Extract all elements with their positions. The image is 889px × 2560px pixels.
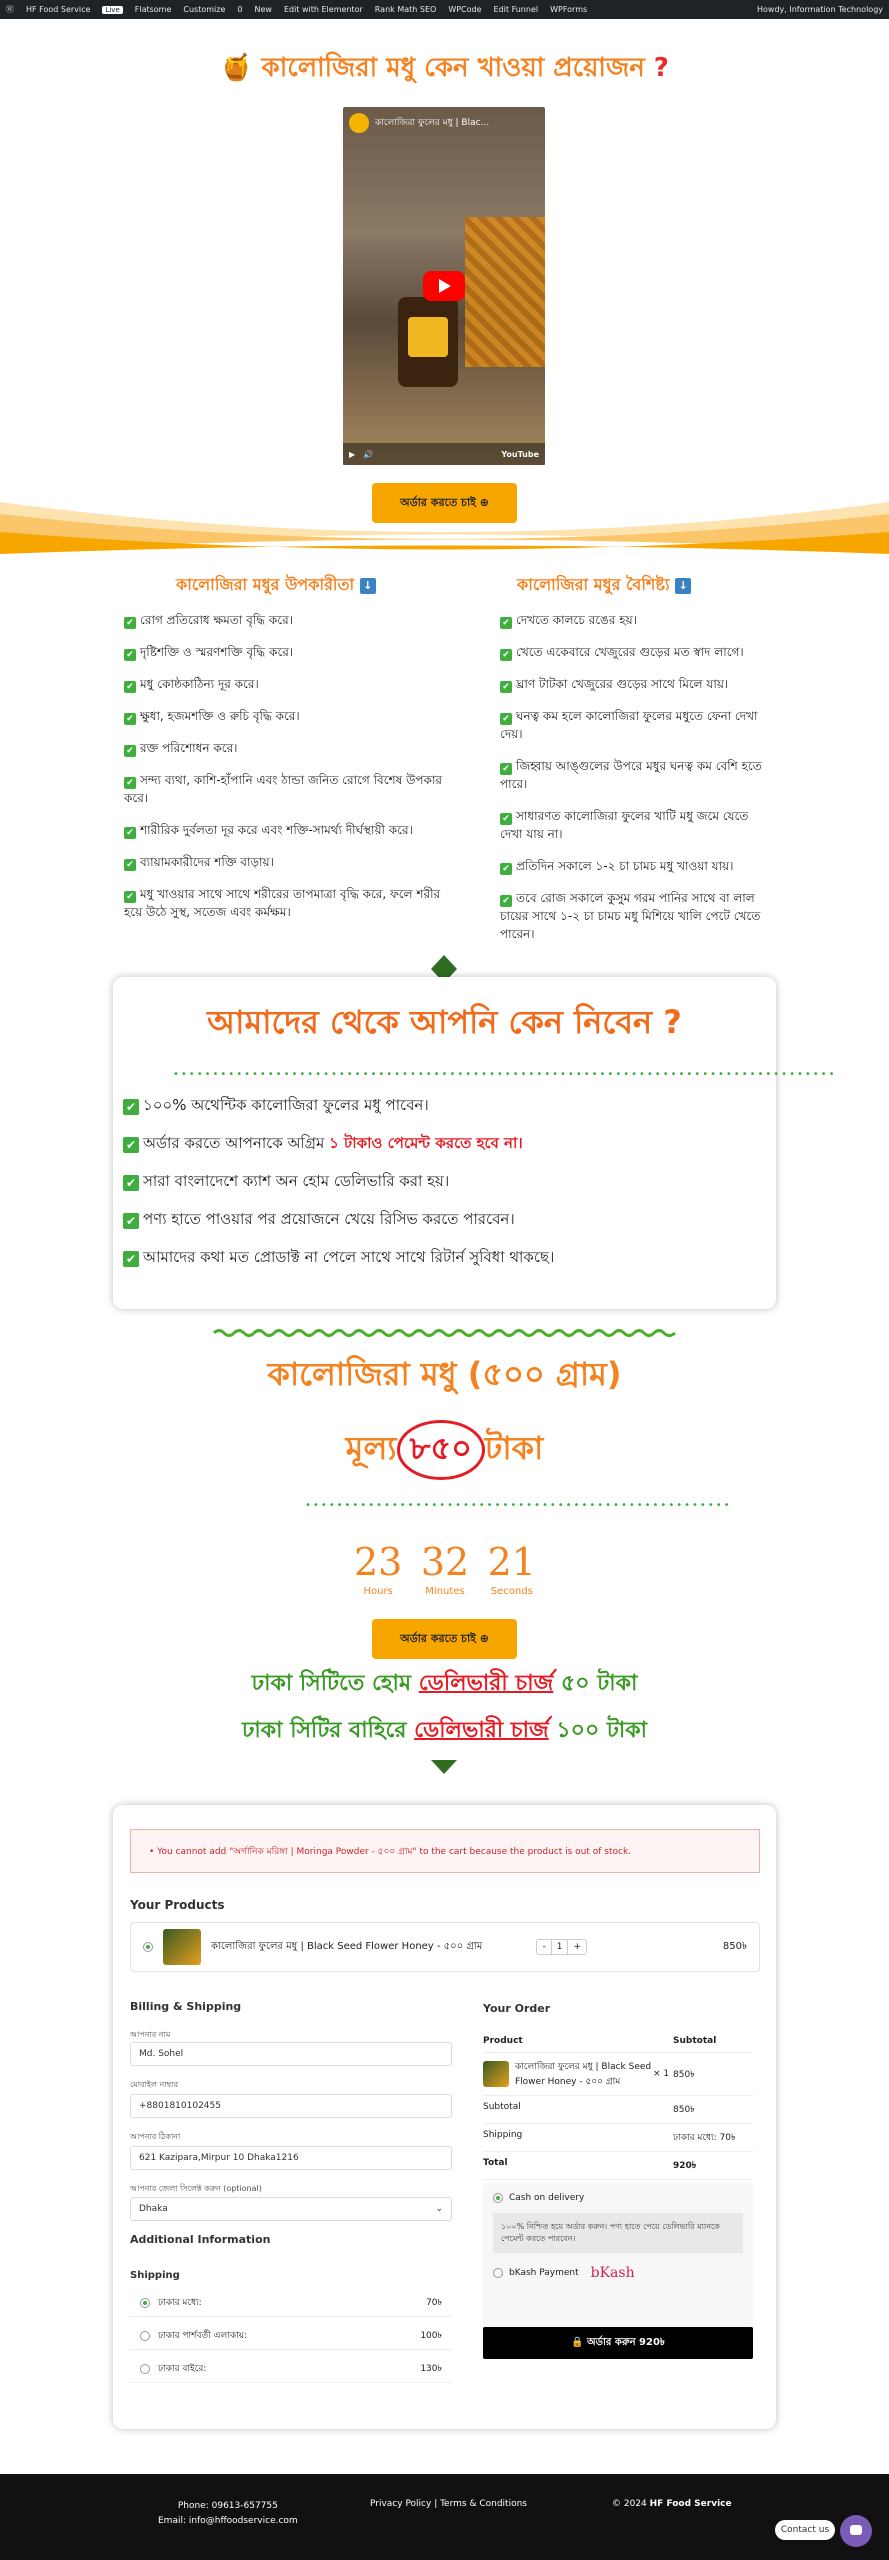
col-product: Product <box>483 2036 523 2046</box>
shipping-label-inside: ঢাকার মধ্যে: <box>158 2298 202 2308</box>
delivery-outside-underline: ডেলিভারী চার্জ <box>414 1718 549 1743</box>
place-order-label: অর্ডার করুন 920৳ <box>587 2337 665 2348</box>
check-icon: ✔ <box>124 649 136 661</box>
down-arrow-icon: ↓ <box>675 578 691 594</box>
why-us-item-text: আমাদের কথা মত প্রোডাক্ট না পেলে সাথে সাথে রিটার্ন সুবিধা থাকছে। <box>143 1248 555 1266</box>
mobile-label: মোবাইল নাম্বার <box>130 2080 178 2089</box>
bkash-option[interactable] <box>483 2253 753 2293</box>
bkash-radio[interactable] <box>493 2268 503 2278</box>
admin-item-elementor[interactable]: Edit with Elementor <box>283 5 363 14</box>
honey-jar-image <box>398 297 458 387</box>
features-item <box>500 807 770 843</box>
features-item-text: দেখতে কালচে রঙের হয়। <box>516 613 637 627</box>
product-thumbnail <box>163 1929 201 1965</box>
total-value: 920৳ <box>673 2161 697 2171</box>
product-radio[interactable] <box>143 1942 153 1952</box>
admin-item-flatsome[interactable]: Flatsome <box>134 5 172 14</box>
district-select[interactable] <box>130 2197 452 2221</box>
shipping-option-inside[interactable] <box>130 2289 452 2317</box>
bkash-label: bKash Payment <box>509 2268 579 2278</box>
youtube-logo[interactable]: YouTube <box>501 449 539 459</box>
features-item <box>500 889 770 943</box>
shipping-radio-nearby[interactable] <box>140 2331 150 2341</box>
shipping-price-outside: 130৳ <box>420 2364 442 2374</box>
chat-icon[interactable] <box>840 2515 872 2547</box>
notice-text: You cannot add "অর্গানিক মরিঙ্গা | Moringa Powder - ৫০০ গ্রাম" to the cart because the product is out of stock. <box>157 1847 632 1857</box>
admin-bar <box>0 0 889 19</box>
benefits-heading-text: কালোজিরা মধুর উপকারীতা <box>176 575 355 594</box>
why-us-box <box>113 977 837 1309</box>
payment-methods <box>483 2183 753 2333</box>
benefits-item-text: শারীরিক দুর্বলতা দূর করে এবং শক্তি-সামর্থ্য দীর্ঘস্থায়ী করে। <box>140 823 413 837</box>
check-icon: ✔ <box>500 649 512 661</box>
benefits-item <box>124 675 444 693</box>
check-icon: ✔ <box>123 1099 139 1115</box>
order-table <box>483 2030 753 2180</box>
admin-howdy[interactable]: Howdy, Information Technology <box>756 5 883 14</box>
play-small-icon[interactable]: ▶ <box>349 449 356 459</box>
benefits-item <box>124 739 444 757</box>
quantity-stepper[interactable] <box>536 1939 587 1955</box>
why-us-item <box>123 1132 776 1154</box>
down-triangle-icon <box>431 1760 457 1774</box>
mobile-field[interactable]: +8801810102455 <box>130 2094 452 2118</box>
cod-label: Cash on delivery <box>509 2193 585 2203</box>
channel-logo-icon <box>349 113 369 133</box>
features-item-text: ঘ্রাণ টাটকা খেজুরের গুড়ের সাথে মিলে যায়। <box>516 677 729 691</box>
order-button-top[interactable]: অর্ডার করতে চাই ⊕ <box>372 483 517 523</box>
order-item-price: 850৳ <box>673 2069 695 2080</box>
benefits-item <box>124 611 444 629</box>
dotted-divider-2: •••••••••••••••••••••••••••••••••••••••••••••••••••••• <box>305 1500 732 1511</box>
features-item-text: তবে রোজ সকালে কুসুম গরম পানির সাথে বা লাল চায়ের সাথে ১-২ চা চামচ মধু মিশিয়ে খালি পেটে খেতে পারেন। <box>500 891 761 941</box>
benefits-item-text: ক্ষুধা, হজমশক্তি ও রুচি বৃদ্ধি করে। <box>140 709 300 723</box>
shipping-label-nearby: ঢাকার পার্শবর্তী এলাকায়: <box>158 2331 248 2341</box>
shipping-radio-inside[interactable] <box>140 2298 150 2308</box>
check-icon: ✔ <box>123 1213 139 1229</box>
shipping-option-outside[interactable] <box>130 2355 452 2383</box>
admin-item-funnel[interactable]: Edit Funnel <box>493 5 539 14</box>
admin-item-wpforms[interactable]: WPForms <box>550 5 588 14</box>
squiggle-divider <box>214 1328 675 1338</box>
order-button-middle[interactable]: অর্ডার করতে চাই ⊕ <box>372 1619 517 1659</box>
why-us-item-text: সারা বাংলাদেশে ক্যাশ অন হোম ডেলিভারি করা হয়। <box>143 1172 450 1190</box>
qty-plus-button[interactable]: + <box>573 1942 581 1952</box>
countdown-seconds <box>488 1540 536 1597</box>
seconds-label: Seconds <box>490 1586 533 1597</box>
check-icon: ✔ <box>124 777 136 789</box>
delivery-inside-post: ৫০ টাকা <box>553 1671 638 1696</box>
features-item <box>500 611 770 629</box>
benefits-item-text: রোগ প্রতিরোধ ক্ষমতা বৃদ্ধি করে। <box>140 613 293 627</box>
footer-email[interactable]: Email: info@hffoodservice.com <box>158 2516 298 2526</box>
order-item-qty: × 1 <box>653 2069 670 2079</box>
video-title: কালোজিরা ফুলের মধু | Blac... <box>375 118 490 128</box>
product-title: কালোজিরা মধু (৫০০ গ্রাম) <box>267 1355 622 1393</box>
check-icon: ✔ <box>500 617 512 629</box>
total-label: Total <box>483 2158 508 2168</box>
play-button-icon[interactable] <box>423 271 465 301</box>
minutes-value: 32 <box>420 1540 470 1584</box>
why-us-item <box>123 1208 776 1230</box>
address-label: আপনার ঠিকানা <box>130 2132 181 2141</box>
name-field[interactable]: Md. Sohel <box>130 2042 452 2066</box>
shipping-row <box>483 2124 753 2152</box>
check-icon: ✔ <box>124 827 136 839</box>
order-item-name: কালোজিরা ফুলের মধু | Black Seed Flower Honey - ৫০০ গ্রাম <box>515 2062 652 2087</box>
site-footer <box>0 2474 889 2560</box>
hero-title-text: কালোজিরা মধু কেন খাওয়া প্রয়োজন <box>261 53 645 83</box>
admin-item-new[interactable]: New <box>254 5 272 14</box>
dotted-divider: •••••••••••••••••••••••••••••••••••••••••••••••••••••••••••••••••••••••••••••••••••• <box>173 1069 837 1080</box>
price-suffix: টাকা <box>484 1429 544 1467</box>
features-list <box>500 611 770 957</box>
check-icon: ✔ <box>124 713 136 725</box>
order-item-thumbnail <box>483 2061 509 2087</box>
subtotal-label: Subtotal <box>483 2102 521 2112</box>
bkash-logo: bKash <box>590 2265 635 2281</box>
shipping-row-value: ঢাকার মধ্যে: 70৳ <box>673 2133 736 2143</box>
wave-divider <box>0 492 889 560</box>
seconds-value: 21 <box>487 1540 536 1584</box>
admin-item-wpcode[interactable]: WPCode <box>448 5 482 14</box>
why-us-item-highlight: ১ টাকাও পেমেন্ট করতে হবে না। <box>329 1134 523 1152</box>
order-table-header <box>483 2030 753 2053</box>
benefits-item <box>124 771 444 807</box>
features-item <box>500 707 770 743</box>
footer-links[interactable]: Privacy Policy | Terms & Conditions <box>370 2499 527 2509</box>
copyright-brand: HF Food Service <box>649 2499 732 2509</box>
video-player[interactable] <box>343 107 545 465</box>
benefits-item-text: দৃষ্টিশক্তি ও স্মরণশক্তি বৃদ্ধি করে। <box>140 645 294 659</box>
district-label: আপনার জেলা সিলেক্ট করুন (optional) <box>130 2184 262 2193</box>
video-controls <box>343 443 545 465</box>
check-icon: ✔ <box>500 863 512 875</box>
benefits-list <box>124 611 444 935</box>
shipping-label-outside: ঢাকার বাইরে: <box>158 2364 207 2374</box>
why-us-item-text: অর্ডার করতে আপনাকে অগ্রিম <box>143 1134 330 1152</box>
features-item-text: জিহ্বায় আঙ্গুলের উপরে মধুর ঘনত্ব কম বেশি হতে পারে। <box>500 759 762 791</box>
check-icon: ✔ <box>124 745 136 757</box>
check-icon: ✔ <box>124 681 136 693</box>
check-icon: ✔ <box>500 713 512 725</box>
features-heading-text: কালোজিরা মধুর বৈশিষ্ট্য <box>517 575 670 594</box>
check-icon: ✔ <box>500 763 512 775</box>
hero-title <box>0 47 889 87</box>
place-order-button[interactable]: 🔒 অর্ডার করুন 920৳ <box>483 2327 753 2359</box>
delivery-inside-pre: ঢাকা সিটিতে হোম <box>251 1671 419 1696</box>
benefits-item <box>124 885 444 921</box>
additional-info-heading: Additional Information <box>130 2233 271 2246</box>
features-item <box>500 757 770 793</box>
check-icon: ✔ <box>123 1175 139 1191</box>
delivery-inside-dhaka <box>0 1666 889 1703</box>
check-icon: ✔ <box>124 891 136 903</box>
qty-value[interactable]: 1 <box>551 1940 569 1954</box>
your-products-heading: Your Products <box>130 1898 225 1912</box>
col-subtotal: Subtotal <box>673 2036 717 2046</box>
features-item <box>500 675 770 693</box>
price-amount: ৮৫০ <box>397 1420 485 1480</box>
cod-description: ১০০% নিশ্চিত হয়ে অর্ডার করুন। পণ্য হাতে পেয়ে ডেলিভারি ম্যানকে পেমেন্ট করতে পারবেন। <box>493 2213 743 2253</box>
live-badge: Live <box>102 6 122 14</box>
check-icon: ✔ <box>123 1137 139 1153</box>
benefits-item <box>124 707 444 725</box>
why-us-item-text: পণ্য হাতে পাওয়ার পর প্রয়োজনে খেয়ে রিসিভ করতে পারবেন। <box>143 1210 515 1228</box>
price-line <box>0 1420 889 1480</box>
cod-option[interactable] <box>483 2183 753 2213</box>
product-row[interactable] <box>130 1922 760 1972</box>
subtotal-value: 850৳ <box>673 2105 695 2115</box>
check-icon: ✔ <box>124 859 136 871</box>
out-of-stock-notice: • You cannot add "অর্গানিক মরিঙ্গা | Moringa Powder - ৫০০ গ্রাম" to the cart because the product is out of stock. <box>130 1829 760 1873</box>
address-field[interactable]: 621 Kazipara,Mirpur 10 Dhaka1216 <box>130 2146 452 2170</box>
hero-question-mark: ? <box>653 53 669 83</box>
shipping-option-nearby[interactable] <box>130 2322 452 2350</box>
product-name: কালোজিরা ফুলের মধু | Black Seed Flower Honey - ৫০০ গ্রাম <box>211 1940 483 1952</box>
check-icon: ✔ <box>123 1251 139 1267</box>
footer-phone: Phone: 09613-657755 <box>177 2501 278 2511</box>
delivery-outside-dhaka <box>0 1713 889 1750</box>
admin-item-comments[interactable]: 0 <box>237 5 243 14</box>
delivery-outside-post: ১০০ টাকা <box>548 1718 648 1743</box>
check-icon: ✔ <box>500 895 512 907</box>
benefits-item-text: সন্দ্য ব্যথা, কাশি-হাঁপানি এবং ঠান্ডা জনিত রোগে বিশেষ উপকার করে। <box>124 773 443 805</box>
wordpress-icon[interactable]: Ⓦ <box>6 5 14 14</box>
admin-site-name[interactable]: HF Food Service <box>26 5 91 14</box>
hours-value: 23 <box>354 1540 403 1584</box>
qty-minus-button[interactable]: - <box>542 1942 546 1952</box>
shipping-heading: Shipping <box>130 2270 180 2281</box>
shipping-row-label: Shipping <box>483 2130 523 2140</box>
countdown-hours <box>354 1540 402 1597</box>
down-arrow-icon: ↓ <box>360 578 376 594</box>
name-label: আপনার নাম <box>130 2030 171 2039</box>
why-us-item <box>123 1246 776 1268</box>
your-order-heading: Your Order <box>483 2002 551 2015</box>
volume-icon[interactable]: 🔊 <box>363 449 374 459</box>
hours-label: Hours <box>363 1586 393 1597</box>
shipping-price-inside: 70৳ <box>426 2298 442 2308</box>
why-us-item-text: ১০০% অথেন্টিক কালোজিরা ফুলের মধু পাবেন। <box>143 1096 429 1114</box>
why-us-list <box>113 1094 776 1268</box>
subtotal-row <box>483 2096 753 2124</box>
price-prefix: মূল্য <box>345 1429 397 1467</box>
benefits-item <box>124 821 444 839</box>
footer-contact <box>158 2499 298 2529</box>
check-icon: ✔ <box>500 681 512 693</box>
district-value: Dhaka <box>139 2204 168 2214</box>
admin-item-customize[interactable]: Customize <box>183 5 226 14</box>
footer-copyright <box>612 2499 732 2509</box>
benefits-item <box>124 643 444 661</box>
features-item-text: খেতে একেবারে খেজুরের গুড়ের মত স্বাদ লাগে। <box>516 645 744 659</box>
features-heading <box>517 572 691 599</box>
shipping-price-nearby: 100৳ <box>420 2331 442 2341</box>
benefits-item-text: মধু খাওয়ার সাথে সাথে শরীরের তাপমাত্রা বৃদ্ধি করে, ফলে শরীর হয়ে উঠে সুস্থ, সতেজ এবং কর্মক্ষম। <box>124 887 441 919</box>
contact-us-button[interactable]: Contact us <box>775 2520 835 2540</box>
minutes-label: Minutes <box>425 1586 465 1597</box>
features-item-text: সাধারণত কালোজিরা ফুলের খাটি মধু জমে যেতে দেখা যায় না। <box>500 809 749 841</box>
benefits-item-text: ব্যায়ামকারীদের শক্তি বাড়ায়। <box>140 855 274 869</box>
admin-item-rankmath[interactable]: Rank Math SEO <box>374 5 437 14</box>
product-price: 850৳ <box>722 1940 747 1952</box>
delivery-outside-pre: ঢাকা সিটির বাহিরে <box>241 1718 415 1743</box>
features-item-text: ঘনত্ব কম হলে কালোজিরা ফুলের মধুতে ফেনা দেখা দেয়। <box>500 709 758 741</box>
copyright-prefix: © 2024 <box>612 2499 650 2509</box>
features-item <box>500 857 770 875</box>
shipping-radio-outside[interactable] <box>140 2364 150 2374</box>
check-icon: ✔ <box>500 813 512 825</box>
features-item <box>500 643 770 661</box>
billing-heading: Billing & Shipping <box>130 2000 242 2013</box>
diamond-up-icon <box>431 955 457 969</box>
chevron-down-icon: ⌄ <box>435 2204 443 2214</box>
features-item-text: প্রতিদিন সকালে ১-২ চা চামচ মধু খাওয়া যায়। <box>516 859 734 873</box>
honeycomb-image <box>465 217 545 367</box>
benefits-heading <box>176 572 376 599</box>
delivery-inside-underline: ডেলিভারী চার্জ <box>418 1671 554 1696</box>
benefits-item-text: রক্ত পরিশোধন করে। <box>140 741 238 755</box>
countdown-timer <box>354 1540 536 1597</box>
order-item-row <box>483 2053 753 2096</box>
why-us-title: আমাদের থেকে আপনি কেন নিবেন ? <box>207 1003 682 1041</box>
cod-radio[interactable] <box>493 2193 503 2203</box>
benefits-item <box>124 853 444 871</box>
why-us-item <box>123 1170 776 1192</box>
benefits-item-text: মধু কোষ্ঠকাঠিন্য দূর করে। <box>140 677 259 691</box>
honey-emoji-icon: 🍯 <box>220 53 253 83</box>
why-us-item <box>123 1094 776 1116</box>
countdown-minutes <box>421 1540 469 1597</box>
check-icon: ✔ <box>124 617 136 629</box>
total-row <box>483 2152 753 2180</box>
